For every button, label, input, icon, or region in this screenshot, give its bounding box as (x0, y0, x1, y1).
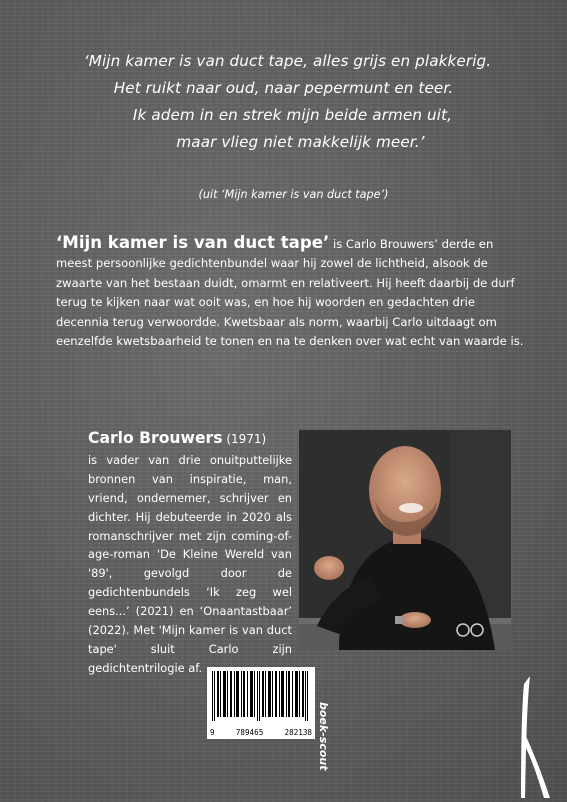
poem-quote (0, 48, 567, 156)
quote-line: maar vlieg niet makkelijk meer.’ (176, 133, 425, 151)
publisher-name: boek-scout (317, 702, 330, 771)
author-bio (88, 429, 292, 678)
author-name: Carlo Brouwers (88, 429, 223, 447)
description-text: is Carlo Brouwers’ derde en meest persoonlijke gedichtenbundel waar hij zowel de lichtheid, alsook de zwaarte van het bestaan duidt, omarmt en relativeert. Hij heeft daarbij de durf terug te kijken naar wat ooit was, en hoe hij woorden en gedachten drie decennia terug verwoordde. Kwetsbaar als norm, waarbij Carlo uitdaagt om eenzelfde kwetsbaarheid te tonen en na te denken over wat echt van waarde is. (56, 237, 524, 349)
quote-line: Ik adem in en strek mijn beide armen uit, (132, 106, 453, 124)
isbn-group-1: 789465 (235, 728, 264, 737)
isbn-group-2: 282138 (284, 728, 312, 737)
quote-line: ‘Mijn kamer is van duct tape, alles grijs en plakkerig. (83, 52, 492, 70)
book-title-lead: ‘Mijn kamer is van duct tape’ (56, 233, 330, 252)
quote-source: (uit ‘Mijn kamer is van duct tape’) (198, 188, 389, 201)
barcode-bars (210, 671, 312, 721)
quote-line: Het ruikt naar oud, naar pepermunt en teer. (113, 79, 454, 97)
isbn-number (210, 728, 312, 737)
author-portrait-illustration (299, 430, 511, 650)
author-birth-year: (1971) (222, 432, 267, 446)
author-photo (299, 430, 511, 650)
publisher-logo-icon (516, 674, 552, 798)
isbn-barcode (207, 667, 315, 739)
isbn-first-digit: 9 (210, 728, 215, 737)
book-description (56, 233, 526, 351)
author-bio-text: is vader van drie onuitputtelijke bronnen van inspiratie, man, vriend, ondernemer, schrijver en dichter. Hij debuteerde in 2020 als romanschrijver met zijn coming-of-age-roman 'De Kleine Wereld van '89', gevolgd door de gedichtenbundels ‘Ik zeg wel eens...’ (2021) en ‘Onaantastbaar’ (2022). Met 'Mijn kamer is van duct tape' sluit Carlo zijn gedichtentrilogie af. (88, 452, 292, 675)
